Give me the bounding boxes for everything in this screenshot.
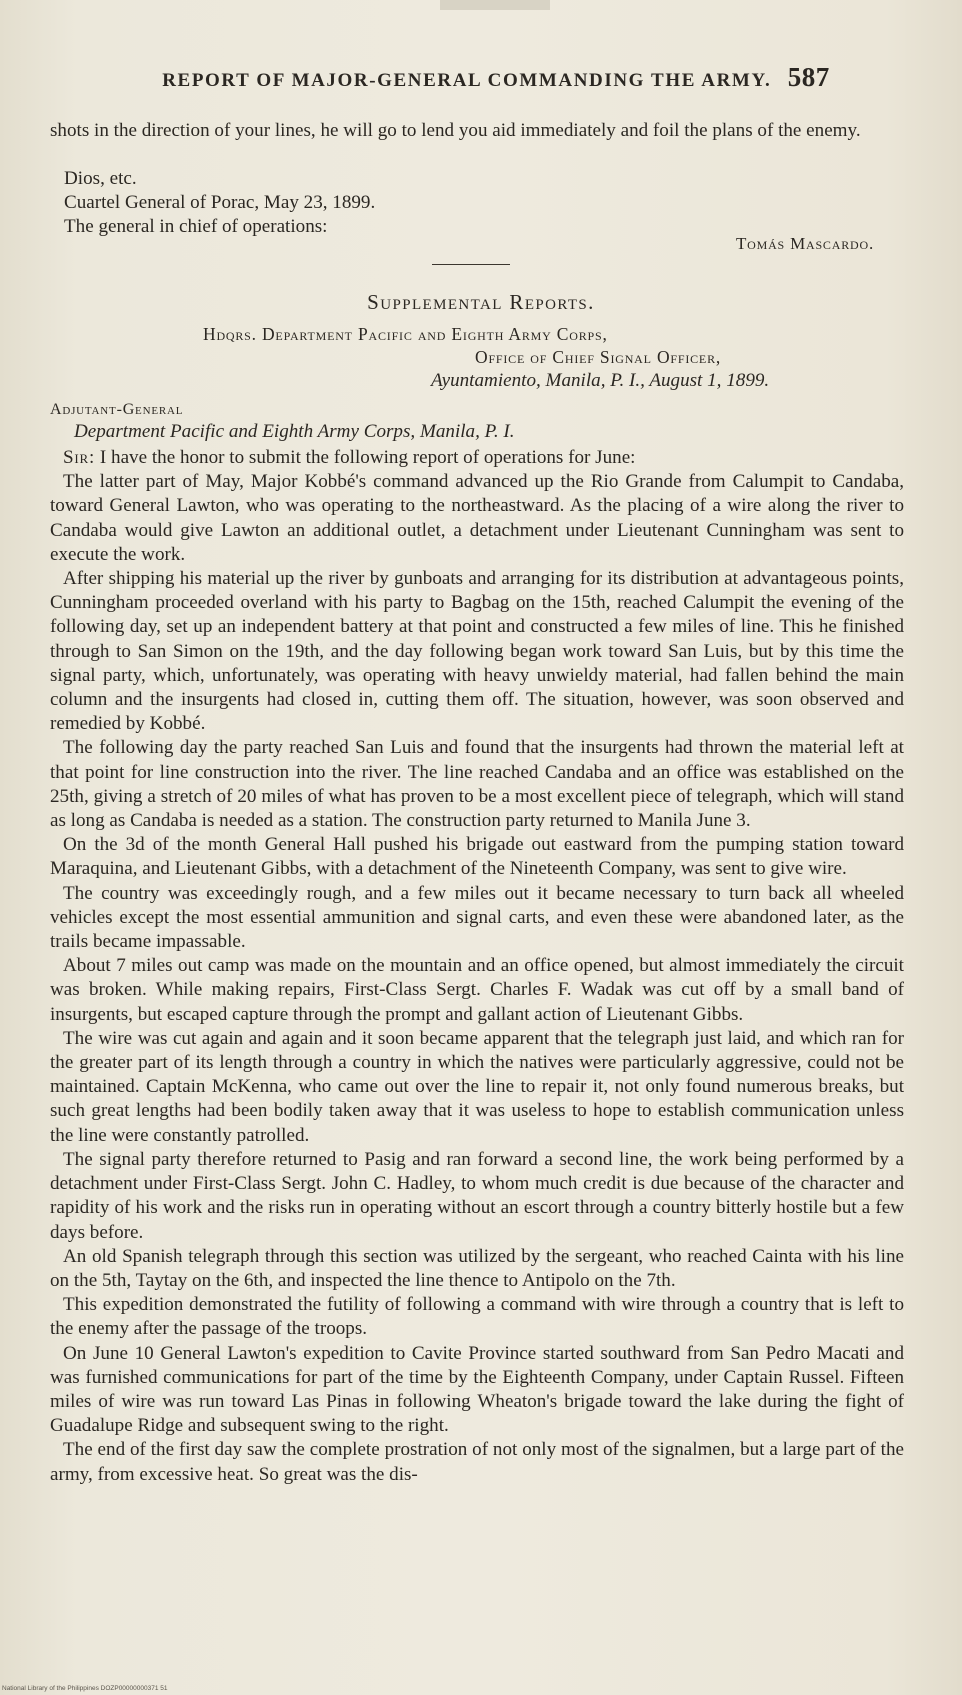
report-body	[50, 446, 904, 1487]
section-divider	[432, 264, 510, 265]
letter-signature: Tomás Mascardo.	[735, 234, 874, 253]
footer-credit: National Library of the Philippines DOZP00000000371 51	[2, 1685, 168, 1692]
letterhead-line-2: Office of Chief Signal Officer,	[475, 347, 722, 367]
running-title: REPORT OF MAJOR-GENERAL COMMANDING THE ARMY.	[162, 70, 772, 91]
paragraph-11: This expedition demonstrated the futility of following a command with wire through a country that is left to the enemy after the passage of the troops.	[50, 1294, 904, 1340]
paragraph-6: The country was exceedingly rough, and a few miles out it became necessary to turn back all wheeled vehicles except the most essential ammunition and signal carts, and even these were abandoned later, as the trails became impassable.	[50, 882, 904, 953]
letterhead-line-3: Ayuntamiento, Manila, P. I., August 1, 1899.	[431, 370, 770, 391]
paragraph-13: The end of the first day saw the complete prostration of not only most of the signalmen, but a large part of the army, from excessive heat. So great was the dis-	[50, 1439, 904, 1485]
letter-place-date: Cuartel General of Porac, May 23, 1899.	[64, 192, 376, 213]
paragraph-8: The wire was cut again and again and it soon became apparent that the telegraph just laid, and which ran for the greater part of its length through a country in which the natives were particularly aggressive, could not be maintained. Captain McKenna, who came out over the line to repair it, not only found numerous breaks, but such great lengths had been bodily taken away that it was useless to hope to establish communication unless the line were constantly patrolled.	[50, 1027, 904, 1146]
paragraph-7: About 7 miles out camp was made on the mountain and an office opened, but almost immediately the circuit was broken. While making repairs, First-Class Sergt. Charles F. Wadak was cut off by a small band of insurgents, but escaped capture through the prompt and gallant action of Lieutenant Gibbs.	[50, 955, 904, 1025]
letter-role: The general in chief of operations:	[64, 216, 328, 237]
paragraph-1: Sir: I have the honor to submit the following report of operations for June:	[63, 447, 636, 468]
address-line-1: Adjutant-General	[50, 401, 184, 418]
running-head	[0, 62, 962, 93]
letter-closing: Dios, etc.	[64, 168, 137, 189]
paragraph-10: An old Spanish telegraph through this section was utilized by the sergeant, who reached Cainta with his line on the 5th, Taytay on the 6th, and inspected the line thence to Antipolo on the 7th.	[50, 1245, 904, 1291]
address-line-2: Department Pacific and Eighth Army Corps, Manila, P. I.	[74, 421, 515, 442]
scan-smudge	[440, 0, 550, 10]
letter-continuation: shots in the direction of your lines, he will go to lend you aid immediately and foil the plans of the enemy.	[50, 120, 861, 141]
paragraph-5: On the 3d of the month General Hall pushed his brigade out eastward from the pumping station toward Maraquina, and Lieutenant Gibbs, with a detachment of the Nineteenth Company, was sent to give wire.	[50, 834, 904, 880]
section-title: Supplemental Reports.	[367, 290, 595, 314]
salutation: Sir:	[63, 447, 96, 468]
paragraph-9: The signal party therefore returned to Pasig and ran forward a second line, the work being performed by a detachment under First-Class Sergt. John C. Hadley, to whom much credit is due because of the character and rapidity of his work and the risks run in operating without an escort through a country bitterly hostile but a few days before.	[50, 1148, 904, 1243]
paragraph-3: After shipping his material up the river by gunboats and arranging for its distribution at advantageous points, Cunningham proceeded overland with his party to Bagbag on the 15th, reached Calumpit the evening of the following day, set up an independent battery at that point and constructed a few miles of line. This he finished through to San Simon on the 19th, and the day following began work toward San Luis, but by this time the signal party, which, unfortunately, was operating with heavy unwieldy material, had fallen behind the main column and the insurgents had closed in, cutting them off. The situation, however, was soon observed and remedied by Kobbé.	[50, 568, 904, 735]
paragraph-4: The following day the party reached San Luis and found that the insurgents had thrown the material left at that point for line construction into the river. The line reached Candaba and an office was established on the 25th, giving a stretch of 20 miles of what has proven to be a most excellent piece of telegraph, which will stand as long as Candaba is needed as a station. The construction party returned to Manila June 3.	[50, 737, 904, 832]
page-number: 587	[787, 62, 830, 92]
paragraph-12: On June 10 General Lawton's expedition to Cavite Province started southward from San Pedro Macati and was furnished communications for part of the time by the Eighteenth Company, under Captain Russel. Fifteen miles of wire was run toward Las Pinas in following Wheaton's brigade toward the lake during the fight of Guadalupe Ridge and subsequent swing to the right.	[50, 1342, 904, 1437]
paragraph-2: The latter part of May, Major Kobbé's command advanced up the Rio Grande from Calumpit to Candaba, toward General Lawton, who was operating to the northeastward. As the placing of a wire along the river to Candaba would give Lawton an additional outlet, a detachment under Lieutenant Cunningham was sent to execute the work.	[50, 471, 904, 565]
letterhead-line-1: Hdqrs. Department Pacific and Eighth Army Corps,	[203, 324, 608, 344]
